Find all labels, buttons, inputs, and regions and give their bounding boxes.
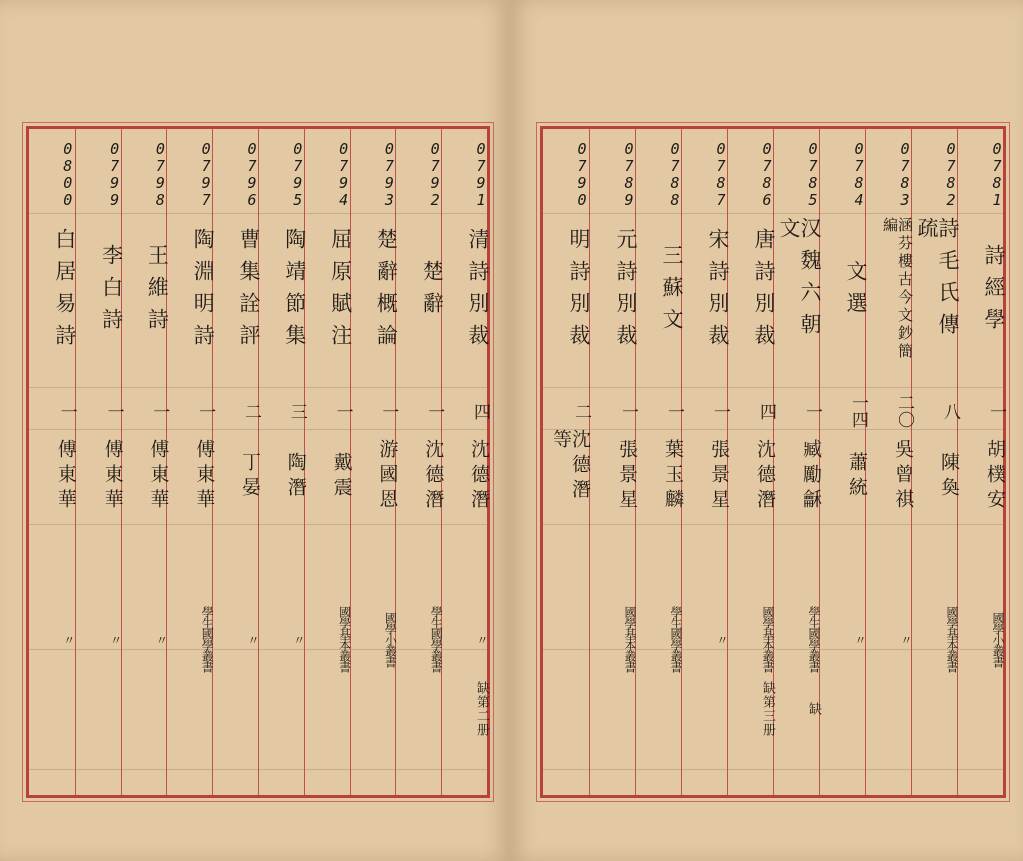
remark-note	[958, 649, 1004, 769]
volume-count: 四	[756, 402, 776, 420]
book-title: 楚辭	[420, 260, 445, 324]
entry-number: 0788	[666, 140, 684, 208]
volume-count: 一	[195, 402, 216, 420]
author-name: 蕭統	[846, 451, 868, 502]
catalog-entry	[727, 129, 774, 795]
right-page-table	[540, 126, 1006, 798]
volume-count: 三	[286, 402, 307, 420]
series-name: 〃	[853, 633, 867, 645]
author-name: 沈德潛	[422, 439, 445, 514]
book-title: 涵芬樓古今文鈔簡編	[881, 217, 914, 361]
volume-count: 四	[469, 402, 490, 420]
series-name: 〃	[291, 633, 306, 645]
author-name: 丁晏	[238, 451, 261, 502]
volume-count: 一	[710, 402, 730, 420]
remark-note	[590, 649, 636, 769]
entry-number: 0795	[288, 140, 307, 208]
series-name: 學生國學叢書	[200, 606, 215, 672]
remark-note	[820, 649, 866, 769]
remark-note	[866, 649, 912, 769]
remark-note	[76, 649, 122, 769]
remark-note	[29, 649, 75, 769]
author-name: 傅東華	[147, 439, 170, 514]
series-name: 學生國學叢書	[429, 606, 444, 672]
series-name: 〃	[715, 633, 729, 645]
entry-number: 0783	[896, 140, 914, 208]
remark-note	[636, 649, 682, 769]
book-title: 明詩別裁	[567, 228, 591, 356]
volume-count: 一	[618, 402, 638, 420]
remark-note	[351, 649, 397, 769]
entry-number: 0794	[334, 140, 353, 208]
remark-note	[259, 649, 305, 769]
remark-note	[682, 649, 728, 769]
remark-note: 缺	[806, 702, 821, 716]
volume-count: 二〇	[894, 394, 914, 428]
author-name: 傅東華	[193, 439, 216, 514]
author-name: 沈德潛	[754, 439, 776, 514]
volume-count: 一	[332, 402, 353, 420]
catalog-entry	[773, 129, 820, 795]
remark-note	[122, 649, 168, 769]
catalog-entry	[543, 129, 589, 795]
catalog-entry	[819, 129, 866, 795]
book-title: 陶靖節集	[282, 228, 307, 356]
volume-count: 一	[149, 402, 170, 420]
catalog-entry	[121, 129, 168, 795]
author-name: 葉玉麟	[662, 439, 684, 514]
author-name: 張景星	[616, 439, 638, 514]
book-title: 王維詩	[145, 244, 170, 340]
book-title: 三蘇文	[660, 244, 684, 340]
author-name: 胡樸安	[984, 439, 1006, 514]
author-name: 陶潛	[284, 451, 307, 502]
series-name: 〃	[474, 633, 489, 645]
volume-count: 一	[664, 402, 684, 420]
volume-count: 二	[571, 402, 591, 420]
catalog-entry	[957, 129, 1004, 795]
catalog-entry	[911, 129, 958, 795]
entry-number: 0791	[471, 140, 490, 208]
right-page	[510, 0, 1023, 861]
book-title: 文選	[844, 260, 868, 324]
book-title: 詩毛氏傳疏	[915, 217, 960, 345]
volume-count: 一	[56, 402, 77, 420]
catalog-entry	[75, 129, 122, 795]
catalog-entry	[395, 129, 445, 795]
entry-number: 0782	[942, 140, 960, 208]
catalog-entry	[29, 129, 75, 795]
catalog-entry	[304, 129, 351, 795]
catalog-entry	[681, 129, 728, 795]
volume-count: 一四	[848, 394, 868, 428]
book-title: 陶淵明詩	[191, 228, 216, 356]
series-name: 國學基本叢書	[337, 606, 352, 672]
volume-count: 八	[940, 402, 960, 420]
remark-note	[396, 649, 442, 769]
author-name: 戴震	[330, 451, 353, 502]
volume-count: 一	[424, 402, 445, 420]
remark-note	[543, 649, 589, 769]
left-page-table	[26, 126, 490, 798]
entry-number: 0800	[58, 140, 77, 208]
catalog-entry	[589, 129, 636, 795]
series-name: 〃	[899, 633, 913, 645]
series-name: 國學基本叢書	[761, 606, 775, 672]
entry-number: 0797	[197, 140, 216, 208]
volume-count: 一	[802, 402, 822, 420]
entry-number: 0798	[151, 140, 170, 208]
book-title: 楚辭概論	[374, 228, 399, 356]
series-name: 〃	[154, 633, 169, 645]
catalog-entry	[212, 129, 259, 795]
author-name: 傅東華	[101, 439, 124, 514]
author-name: 傅東華	[54, 439, 77, 514]
book-title: 李白詩	[99, 244, 124, 340]
catalog-entry	[350, 129, 397, 795]
catalog-entry	[865, 129, 912, 795]
remark-note	[213, 649, 259, 769]
series-name: 學生國學叢書	[669, 606, 683, 672]
book-title: 汉魏六朝文	[777, 217, 822, 345]
book-title: 宋詩別裁	[706, 228, 730, 356]
series-name: 國學基本叢書	[945, 606, 959, 672]
book-title: 白居易詩	[52, 228, 77, 356]
entry-number: 0781	[988, 140, 1006, 208]
author-name: 游國恩	[376, 439, 399, 514]
remark-note: 缺第二册	[473, 681, 489, 737]
author-name: 陳奐	[938, 451, 960, 502]
catalog-entry	[166, 129, 216, 795]
entry-number: 0790	[573, 140, 591, 208]
catalog-entry	[441, 129, 488, 795]
author-name: 沈德潛	[467, 439, 490, 514]
author-name: 臧勵龢	[800, 439, 822, 514]
book-title: 元詩別裁	[614, 228, 638, 356]
entry-number: 0785	[804, 140, 822, 208]
remark-note	[167, 649, 213, 769]
volume-count: 二	[240, 402, 261, 420]
entry-number: 0792	[426, 140, 445, 208]
remark-note	[912, 649, 958, 769]
entry-number: 0789	[620, 140, 638, 208]
entry-number: 0796	[242, 140, 261, 208]
author-name: 沈德潛等	[550, 429, 591, 504]
book-title: 唐詩別裁	[752, 228, 776, 356]
series-name: 〃	[245, 633, 260, 645]
entry-number: 0793	[380, 140, 399, 208]
volume-count: 一	[103, 402, 124, 420]
series-name: 國學小叢書	[383, 611, 398, 667]
catalog-entry	[635, 129, 682, 795]
remark-note	[305, 649, 351, 769]
book-title: 詩經學	[982, 244, 1006, 340]
book-title: 曹集詮評	[236, 228, 261, 356]
volume-count: 一	[986, 402, 1006, 420]
entry-number: 0786	[758, 140, 776, 208]
series-name: 國學小叢書	[991, 611, 1005, 667]
author-name: 吳曾祺	[892, 439, 914, 514]
series-name: 國學基本叢書	[623, 606, 637, 672]
series-name: 學生國學叢書	[807, 606, 821, 672]
series-name: 〃	[61, 633, 76, 645]
left-page	[0, 0, 510, 861]
series-name: 〃	[108, 633, 123, 645]
catalog-entry	[258, 129, 305, 795]
book-title: 清詩別裁	[465, 228, 490, 356]
volume-count: 一	[378, 402, 399, 420]
author-name: 張景星	[708, 439, 730, 514]
entry-number: 0799	[105, 140, 124, 208]
book-title: 屈原賦注	[328, 228, 353, 356]
entry-number: 0787	[712, 140, 730, 208]
entry-number: 0784	[850, 140, 868, 208]
remark-note: 缺第三册	[760, 681, 775, 737]
